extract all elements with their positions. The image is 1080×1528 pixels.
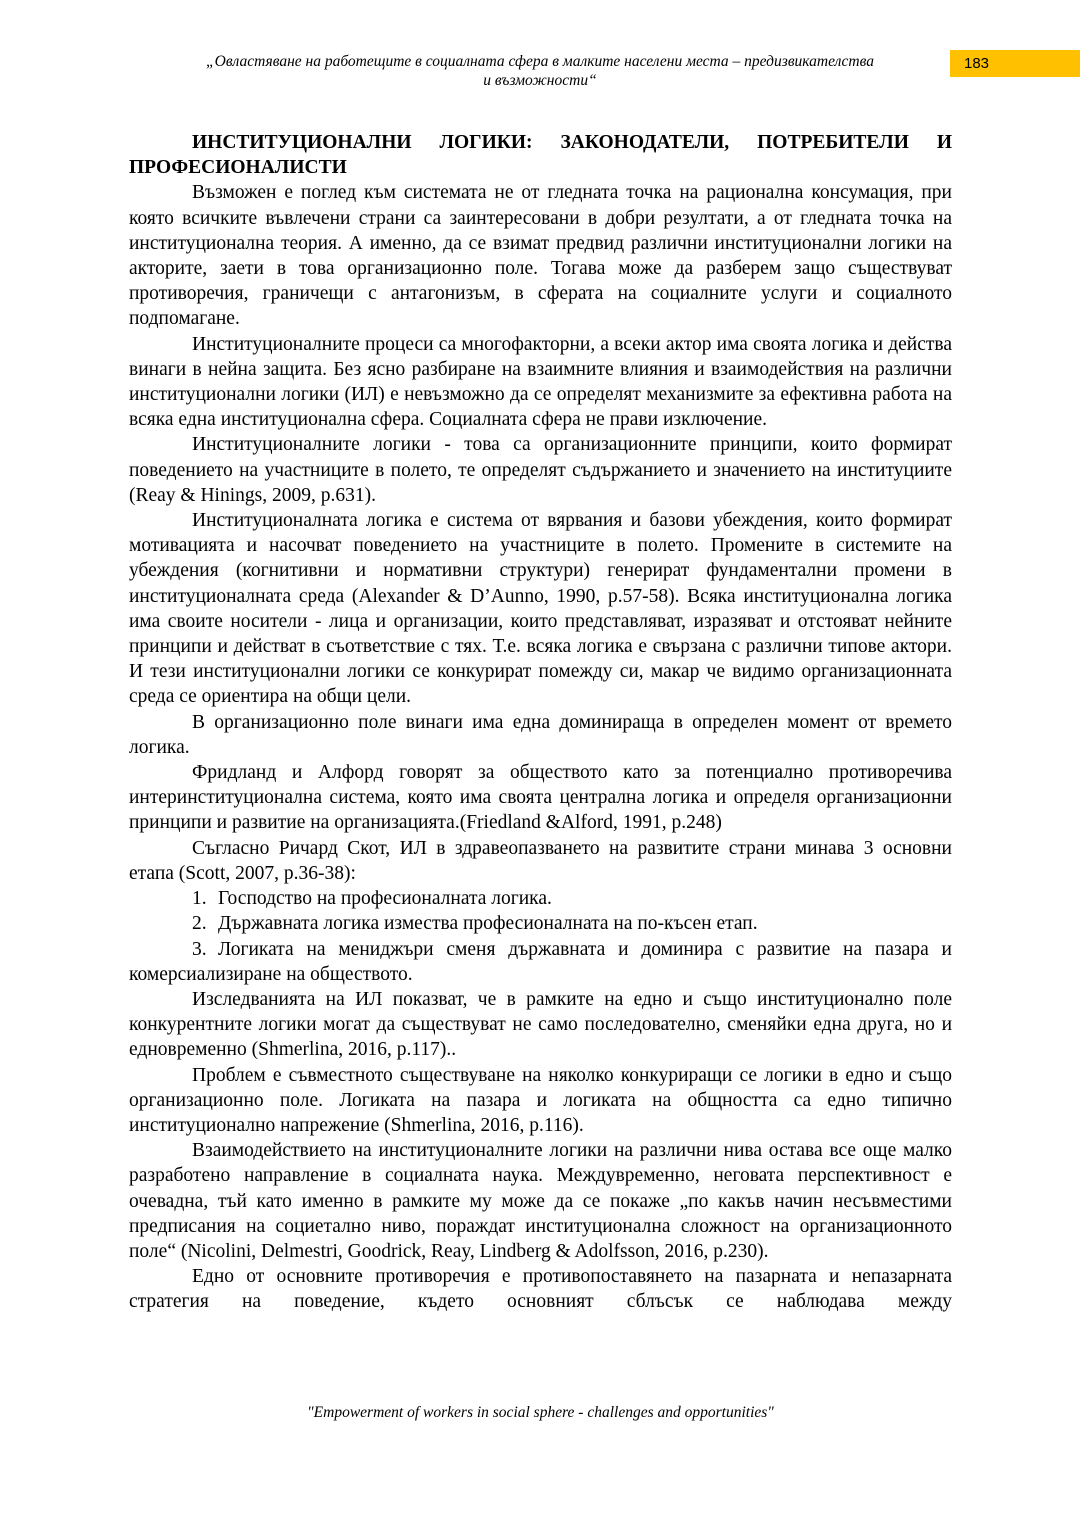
paragraph: Изследванията на ИЛ показват, че в рамките на едно и също институционално поле конкурентните логики могат да съществуват не само последователно, сменяйки една друга, но и едновременно (Shmerlina, 2016, p.117).. bbox=[129, 988, 952, 1061]
paragraph: Взаимодействието на институционалните логики на различни нива остава все още малко разработено направление в социалната наука. Междувременно, неговата перспективност е очевадна, тъй като именно в рамките му може да се покаже „по какъв начин несъвместими предписания на социетално ниво, пораждат институционална сложност на организационното поле“ (Nicolini, Delmestri, Goodrick, Reay, Lindberg & Adolfsson, 2016, p.230). bbox=[129, 1140, 952, 1262]
list-text: Господство на професионалната логика. bbox=[218, 888, 552, 910]
list-text: Държавната логика измества професионалната на по-късен етап. bbox=[218, 913, 758, 935]
document-body bbox=[129, 130, 952, 1315]
paragraph: Проблем е съвместното съществуване на няколко конкуриращи се логики в едно и също организационно поле. Логиката на пазара и логиката на общността са едно типично институционално напрежение (Shmerlina, 2016, p.116). bbox=[129, 1064, 952, 1136]
paragraph: Съгласно Ричард Скот, ИЛ в здравеопазването на развитите страни минава 3 основни етапа (Scott, 2007, p.36-38): bbox=[129, 837, 952, 884]
header-line-1: „Овластяване на работещите в социалната сфера в малките населени места – предизвикателства bbox=[206, 53, 874, 70]
list-item bbox=[129, 937, 952, 987]
page-number-badge: 183 bbox=[950, 50, 1080, 77]
paragraph: Институционалните логики - това са организационните принципи, които формират поведението на участниците в полето, те определят съдържанието и значението на институциите (Reay & Hinings, 2009, p.631). bbox=[129, 434, 952, 506]
list-text: Логиката на мениджъри сменя държавната и доминира с развитие на пазара и комерсиализиране на обществото. bbox=[129, 938, 952, 985]
list-number: 1. bbox=[192, 888, 207, 910]
paragraph: Възможен е поглед към системата не от гледната точка на рационална консумация, при която всичките въвлечени страни са заинтересовани в добри резултати, а от гледната точка на институционална теория. А именно, да се взимат предвид различни институционални логики на акторите, заети в това организационно поле. Тогава може да разберем защо съществуват противоречия, граничещи с антагонизъм, в сферата на социалните услуги и социалното подпомагане. bbox=[129, 182, 952, 330]
paragraph: Институционалната логика е система от вярвания и базови убеждения, които формират мотивацията и насочват поведението на участниците в полето. Промените в системите на убеждения (когнитивни и нормативни структури) генерират фундаментални промени в институционалната среда (Alexander & D’Aunno, 1990, p.57-58). Всяка институционална логика има своите носители - лица и организации, които представляват, изразяват и отстояват нейните принципи и действат в съответствие с тях. Т.е. всяка логика е свързана с различни типове актори. И тези институционални логики се конкурират помежду си, макар че видимо организационната среда се ориентира на общи цели. bbox=[129, 510, 952, 708]
section-title: ИНСТИТУЦИОНАЛНИ ЛОГИКИ: ЗАКОНОДАТЕЛИ, ПОТРЕБИТЕЛИ И ПРОФЕСИОНАЛИСТИ bbox=[129, 132, 952, 179]
header-line-2: и възможности“ bbox=[483, 72, 597, 89]
list-number: 2. bbox=[192, 913, 207, 935]
paragraph: Фридланд и Алфорд говорят за обществото като за потенциално противоречива интеринституционална система, която има своята централна логика и определя организационни принципи и развитие на организацията.(Friedland &Alford, 1991, p.248) bbox=[129, 762, 952, 834]
list-item bbox=[129, 911, 952, 936]
list-item bbox=[129, 886, 952, 911]
list-number: 3. bbox=[192, 938, 207, 960]
paragraph: Едно от основните противоречия е противопоставянето на пазарната и непазарната стратегия на поведение, където основният сблъсък се наблюдава между bbox=[129, 1266, 952, 1313]
running-header bbox=[130, 52, 950, 90]
running-footer: "Empowerment of workers in social sphere - challenges and opportunities" bbox=[307, 1404, 774, 1421]
paragraph: Институционалните процеси са многофакторни, а всеки актор има своята логика и действа винаги в нейна защита. Без ясно разбиране на взаимните влияния и взаимодействия на различни институционални логики (ИЛ) е невъзможно да се определят механизмите за ефективна работа на всяка една институционална сфера. Социалната сфера не прави изключение. bbox=[129, 333, 952, 431]
paragraph: В организационно поле винаги има една доминираща в определен момент от времето логика. bbox=[129, 711, 952, 758]
